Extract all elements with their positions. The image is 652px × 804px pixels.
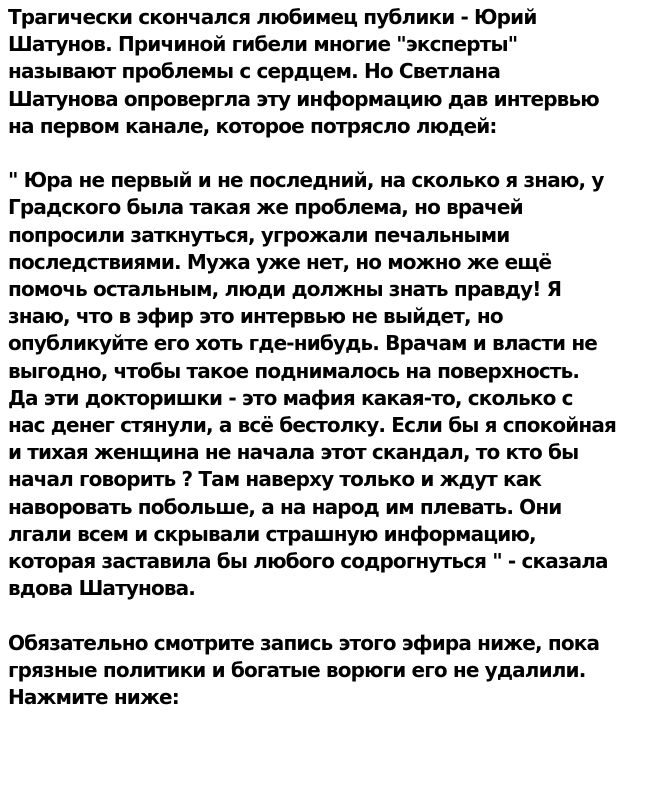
text-line: называют проблемы с сердцем. Но Светлана — [8, 59, 501, 84]
text-line: вдова Шатунова. — [8, 576, 196, 601]
outro-paragraph — [8, 630, 646, 712]
text-line: Нажмите ниже: — [8, 685, 179, 710]
article — [8, 4, 646, 711]
text-line: грязные политики и богатые ворюги его не удалили. — [8, 657, 586, 682]
text-line: Шатунова опровергла эту информацию дав интервью — [8, 86, 599, 111]
text-line: начал говорить ? Там наверху только и ждут как — [8, 467, 542, 492]
text-line: помочь остальным, люди должны знать правду! Я — [8, 277, 562, 302]
text-line: последствиями. Мужа уже нет, но можно же ещё — [8, 249, 552, 274]
text-line: Обязательно смотрите запись этого эфира ниже, пока — [8, 630, 600, 655]
text-line: нас денег стянули, а всё бестолку. Если бы я спокойная — [8, 413, 617, 438]
text-line: и тихая женщина не начала этот скандал, то кто бы — [8, 440, 579, 465]
text-line: знаю, что в эфир это интервью не выйдет, но — [8, 304, 503, 329]
text-line: лгали всем и скрывали страшную информацию, — [8, 521, 536, 546]
text-line: " Юра не первый и не последний, на сколько я знаю, у — [8, 168, 604, 193]
intro-paragraph — [8, 4, 646, 140]
text-line: Да эти докторишки - это мафия какая-то, сколько с — [8, 385, 573, 410]
text-line: на первом канале, которое потрясло людей: — [8, 113, 497, 138]
quote-paragraph — [8, 167, 646, 602]
text-line: Градского была такая же проблема, но врачей — [8, 195, 523, 220]
text-line: которая заставила бы любого содрогнуться " - сказала — [8, 549, 608, 574]
text-line: наворовать побольше, а на народ им плевать. Они — [8, 494, 562, 519]
paragraph-spacer — [8, 602, 646, 629]
text-line: Шатунов. Причиной гибели многие "эксперты" — [8, 32, 518, 57]
text-line: попросили заткнуться, угрожали печальными — [8, 222, 510, 247]
text-line: опубликуйте его хоть где-нибудь. Врачам и власти не — [8, 331, 598, 356]
paragraph-spacer — [8, 140, 646, 167]
text-line: Трагически скончался любимец публики - Юрий — [8, 5, 537, 29]
text-line: выгодно, чтобы такое поднималось на поверхность. — [8, 358, 580, 383]
